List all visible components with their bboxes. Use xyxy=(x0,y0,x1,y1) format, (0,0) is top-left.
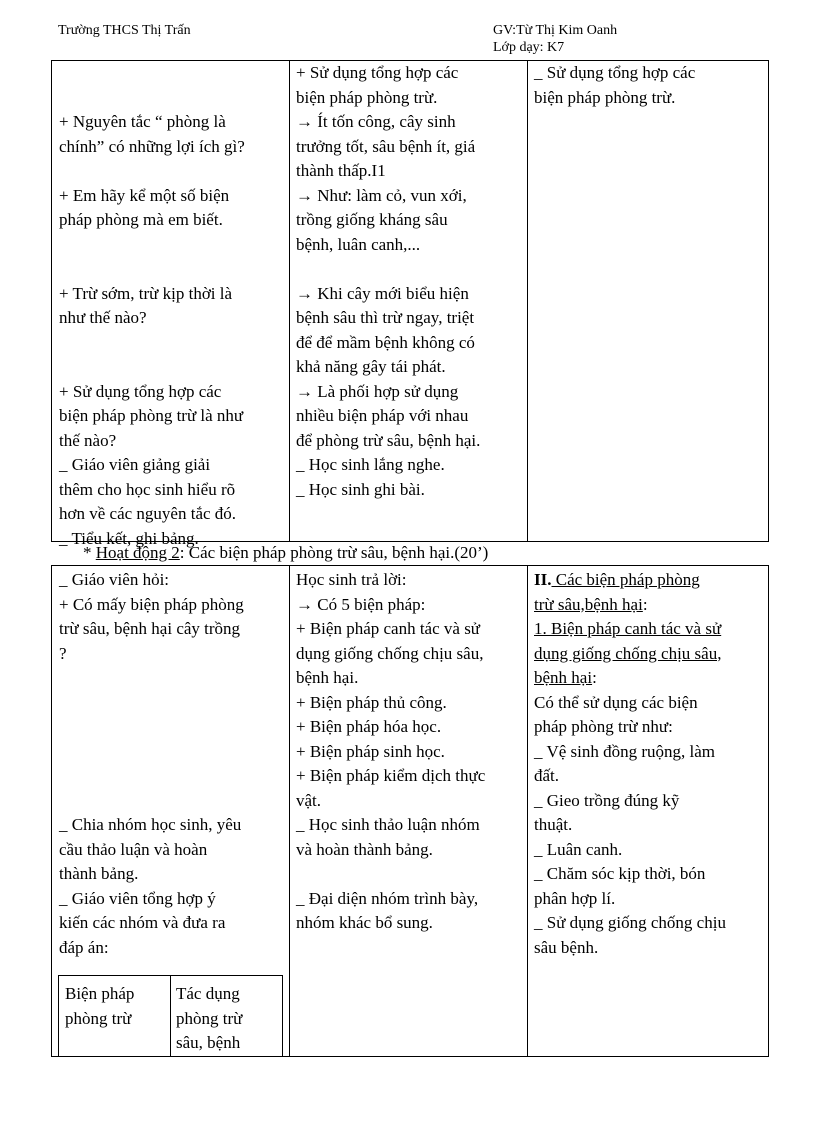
table-1-teacher-column xyxy=(59,61,245,551)
blank-line xyxy=(59,233,245,258)
text-line: → Ít tốn công, cây sinh xyxy=(296,112,456,131)
text-line: đáp án: xyxy=(59,937,109,957)
blank-line xyxy=(59,257,245,282)
text-line: _ Gieo trồng đúng kỹ xyxy=(534,790,680,810)
table-2-content-column xyxy=(534,568,726,960)
subsection-line3 xyxy=(534,666,726,691)
section-title-colon: : xyxy=(642,594,648,614)
text-line: pháp phòng mà em biết. xyxy=(59,210,223,229)
inner-table xyxy=(58,975,283,1056)
text-line: và hoàn thành bảng. xyxy=(296,839,433,859)
text-line: vật. xyxy=(296,790,322,810)
text-line: để để mầm bệnh không có xyxy=(296,332,475,352)
text-line: _ Học sinh ghi bài. xyxy=(296,479,425,499)
blank-line xyxy=(59,61,245,86)
text-line: → Có 5 biện pháp: xyxy=(296,594,426,614)
text-line: sâu bệnh. xyxy=(534,937,599,957)
text-line: Có thể sử dụng các biện xyxy=(534,692,698,712)
blank-line xyxy=(59,355,245,380)
inner-table-divider xyxy=(170,976,171,1056)
text-line: _ Đại diện nhóm trình bày, xyxy=(296,888,479,908)
text-line: đất. xyxy=(534,766,560,785)
text-line: _ Tiểu kết, ghi bảng. xyxy=(59,528,199,548)
activity-heading xyxy=(83,542,488,564)
text-line: dụng giống chống chịu sâu, xyxy=(296,643,484,663)
text-line: + Sử dụng tổng hợp các xyxy=(59,381,222,401)
text-line: kiến các nhóm và đưa ra xyxy=(59,913,226,932)
text-line: → Là phối hợp sử dụng xyxy=(296,381,459,401)
text-line: thêm cho học sinh hiểu rõ xyxy=(59,479,236,499)
text-line: _ Giáo viên giảng giải xyxy=(59,455,211,474)
text-line: + Sử dụng tổng hợp các xyxy=(296,63,459,82)
text-line: _ Sử dụng tổng hợp các xyxy=(534,63,696,82)
subsection-colon: : xyxy=(592,668,597,687)
table-2-teacher-column xyxy=(59,568,244,960)
text-line: bệnh, luân canh,... xyxy=(296,234,421,254)
blank-line xyxy=(59,789,244,814)
inner-h1-line: phòng trừ xyxy=(65,1008,132,1028)
text-line: chính” có những lợi ích gì? xyxy=(59,136,245,156)
text-line: biện pháp phòng trừ. xyxy=(534,87,676,107)
text-line: → Khi cây mới biểu hiện xyxy=(296,283,469,303)
text-line: thành bảng. xyxy=(59,864,139,883)
text-line: + Biện pháp hóa học. xyxy=(296,717,442,736)
text-line: + Em hãy kể một số biện xyxy=(59,185,230,205)
text-line: hơn về các nguyên tắc đó. xyxy=(59,504,237,523)
text-line: _ Học sinh thảo luận nhóm xyxy=(296,815,480,834)
content-list xyxy=(534,691,726,961)
text-line: cầu thảo luận và hoàn xyxy=(59,839,208,859)
class-label: Lớp dạy: K7 xyxy=(493,40,565,55)
subsection-line2: dụng giống chống chịu sâu, xyxy=(534,643,722,663)
section-heading-line1 xyxy=(534,568,726,593)
text-line: bệnh hại. xyxy=(296,668,359,687)
text-line: nhóm khác bổ sung. xyxy=(296,913,433,932)
activity-label: Hoạt động 2 xyxy=(95,543,180,562)
teacher-name: GV:Từ Thị Kim Oanh xyxy=(493,23,618,38)
section-title-part2: trừ sâu,bệnh hại xyxy=(534,594,643,614)
table-1-divider-2 xyxy=(527,61,528,541)
text-line: trừ sâu, bệnh hại cây trồng xyxy=(59,619,241,638)
text-line: _ Sử dụng giống chống chịu xyxy=(534,913,726,932)
text-line: + Nguyên tắc “ phòng là xyxy=(59,112,226,131)
text-line: + Trừ sớm, trừ kịp thời là xyxy=(59,283,233,303)
text-line: _ Giáo viên hỏi: xyxy=(59,570,170,589)
activity-text: : Các biện pháp phòng trừ sâu, bệnh hại.(20’) xyxy=(179,543,489,562)
blank-line xyxy=(59,740,244,765)
text-line: _ Chăm sóc kịp thời, bón xyxy=(534,864,706,883)
table-1 xyxy=(51,60,769,548)
text-line: thuật. xyxy=(534,815,573,834)
subsection-line1: 1. Biện pháp canh tác và sử xyxy=(534,619,722,638)
text-line: khả năng gây tái phát. xyxy=(296,357,446,376)
section-roman: II. xyxy=(534,570,552,589)
blank-line xyxy=(59,715,244,740)
table-2-divider-2 xyxy=(527,566,528,1056)
text-line: thành thấp.I1 xyxy=(296,161,386,180)
inner-h1-line: Biện pháp xyxy=(65,984,135,1003)
text-line: + Có mấy biện pháp phòng xyxy=(59,594,244,614)
text-line: để phòng trừ sâu, bệnh hại. xyxy=(296,430,481,450)
blank-line xyxy=(59,86,245,111)
text-line: _ Chia nhóm học sinh, yêu xyxy=(59,815,242,834)
table-1-student-column xyxy=(296,61,480,502)
table-1-content-column xyxy=(534,61,695,110)
inner-header-measures xyxy=(65,982,134,1031)
text-line: như thế nào? xyxy=(59,308,147,327)
inner-h2-line: phòng trừ xyxy=(176,1008,243,1028)
text-line: trưởng tốt, sâu bệnh ít, giá xyxy=(296,136,476,156)
table-1-divider-1 xyxy=(289,61,290,541)
text-line: ? xyxy=(59,643,67,663)
blank-line xyxy=(296,862,485,887)
text-line: _ Luân canh. xyxy=(534,839,623,859)
table-2-divider-1 xyxy=(289,566,290,1056)
inner-h2-line: Tác dụng xyxy=(176,984,240,1003)
text-line: _ Vệ sinh đồng ruộng, làm xyxy=(534,741,716,761)
text-line: + Biện pháp sinh học. xyxy=(296,741,445,761)
text-line: trồng giống kháng sâu xyxy=(296,210,448,229)
blank-line xyxy=(59,666,244,691)
text-line: nhiều biện pháp với nhau xyxy=(296,406,469,425)
text-line: + Biện pháp thủ công. xyxy=(296,692,447,712)
text-line: Học sinh trả lời: xyxy=(296,570,407,589)
school-name: Trường THCS Thị Trấn xyxy=(58,23,191,38)
blank-line xyxy=(296,257,480,282)
text-line: → Như: làm cỏ, vun xới, xyxy=(296,185,467,205)
text-line: phân hợp lí. xyxy=(534,888,616,908)
section-title-part1: Các biện pháp phòng xyxy=(551,570,700,589)
text-line: pháp phòng trừ như: xyxy=(534,717,673,736)
text-line: _ Giáo viên tổng hợp ý xyxy=(59,888,216,908)
text-line: + Biện pháp kiểm dịch thực xyxy=(296,766,486,785)
section-heading-line2 xyxy=(534,593,726,618)
blank-line xyxy=(59,331,245,356)
text-line: + Biện pháp canh tác và sử xyxy=(296,619,481,638)
inner-h2-line: sâu, bệnh xyxy=(176,1033,241,1052)
blank-line xyxy=(59,159,245,184)
text-line: thế nào? xyxy=(59,430,117,450)
blank-line xyxy=(59,764,244,789)
table-2-student-column xyxy=(296,568,485,936)
text-line: biện pháp phòng trừ là như xyxy=(59,406,244,425)
blank-line xyxy=(59,691,244,716)
text-line: _ Học sinh lắng nghe. xyxy=(296,455,445,474)
subsection-title-end: bệnh hại xyxy=(534,668,593,687)
text-line: biện pháp phòng trừ. xyxy=(296,87,438,107)
text-line: bệnh sâu thì trừ ngay, triệt xyxy=(296,308,475,327)
inner-header-effects xyxy=(176,982,242,1056)
activity-prefix: * xyxy=(83,543,96,562)
